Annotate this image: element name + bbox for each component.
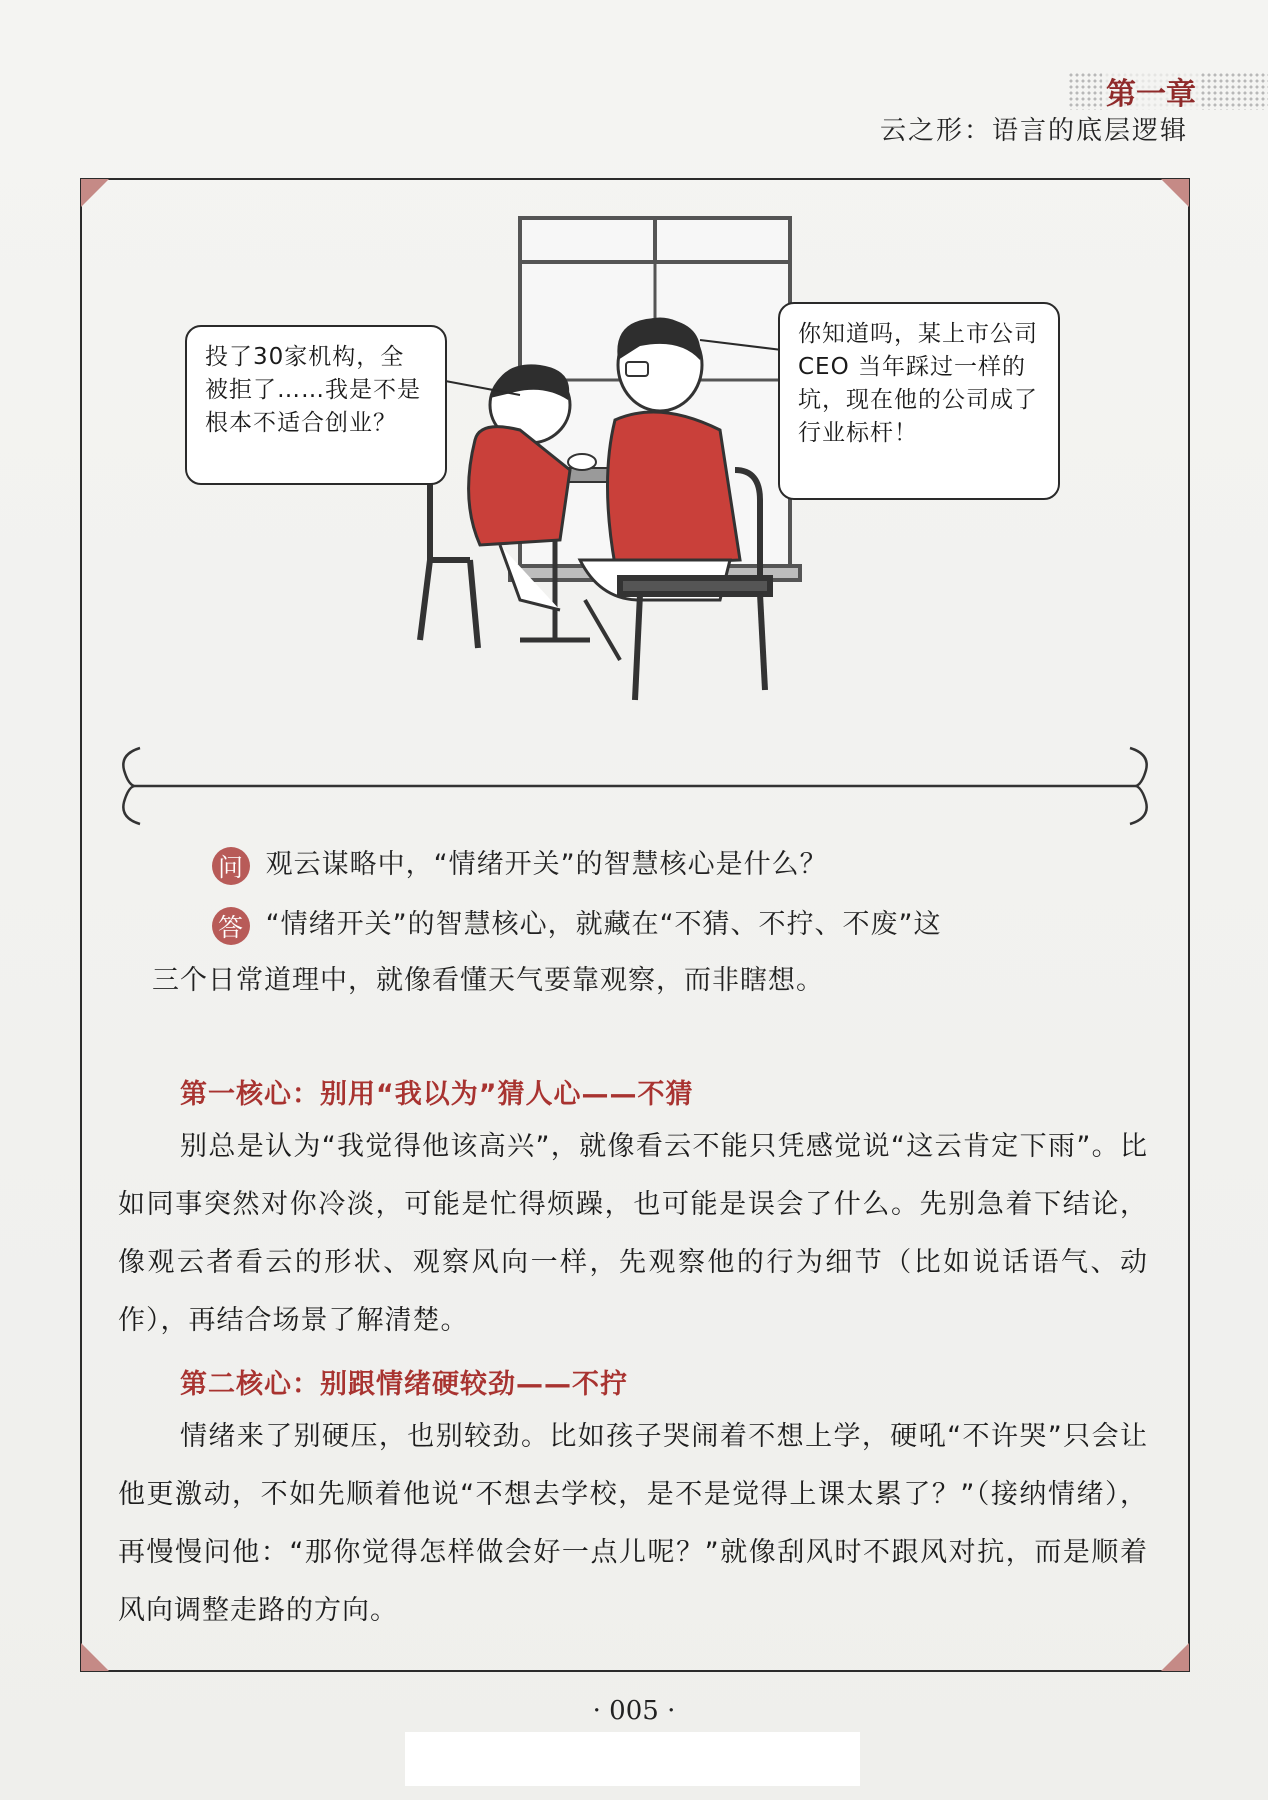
speech-bubble-right: 你知道吗，某上市公司 CEO 当年踩过一样的坑，现在他的公司成了行业标杆！: [778, 302, 1060, 500]
answer-mark-icon: 答: [212, 907, 250, 945]
section-heading-1: 第一核心：别用“我以为”猜人心——不猜: [180, 1079, 694, 1110]
corner-ornament: [81, 1643, 109, 1671]
answer-row: [212, 902, 1112, 945]
answer-text-line1: “情绪开关”的智慧核心，就藏在“不猜、不拧、不废”这: [265, 909, 942, 940]
question-row: [212, 842, 828, 885]
answer-text-line2: 三个日常道理中，就像看懂天气要靠观察，而非瞎想。: [152, 965, 824, 996]
section-body-2: 情绪来了别硬压，也别较劲。比如孩子哭闹着不想上学，硬吼“不许哭”只会让他更激动，不如先顺着他说“不想去学校，是不是觉得上课太累了？”（接纳情绪），再慢慢问他：“那你觉得怎样做会好一点儿呢？”就像刮风时不跟风对抗，而是顺着风向调整走路的方向。: [118, 1421, 1148, 1626]
question-mark-icon: 问: [212, 847, 250, 885]
chapter-label: 第一章: [1102, 69, 1200, 113]
brace-divider: [120, 746, 1150, 826]
page-number: · 005 ·: [592, 1696, 676, 1726]
section-body-1: 别总是认为“我觉得他该高兴”，就像看云不能只凭感觉说“这云肯定下雨”。比如同事突然对你冷淡，可能是忙得烦躁，也可能是误会了什么。先别急着下结论，像观云者看云的形状、观察风向一样，先观察他的行为细节（比如说话语气、动作），再结合场景了解清楚。: [118, 1131, 1148, 1336]
section-heading-2: 第二核心：别跟情绪硬较劲——不拧: [180, 1369, 628, 1400]
corner-ornament: [1161, 1643, 1189, 1671]
blank-label-area: [405, 1732, 860, 1786]
question-text: 观云谋略中，“情绪开关”的智慧核心是什么？: [265, 849, 828, 880]
speech-bubble-left: 投了30家机构，全被拒了……我是不是根本不适合创业？: [185, 325, 447, 485]
chapter-subtitle: 云之形：语言的底层逻辑: [879, 116, 1188, 146]
